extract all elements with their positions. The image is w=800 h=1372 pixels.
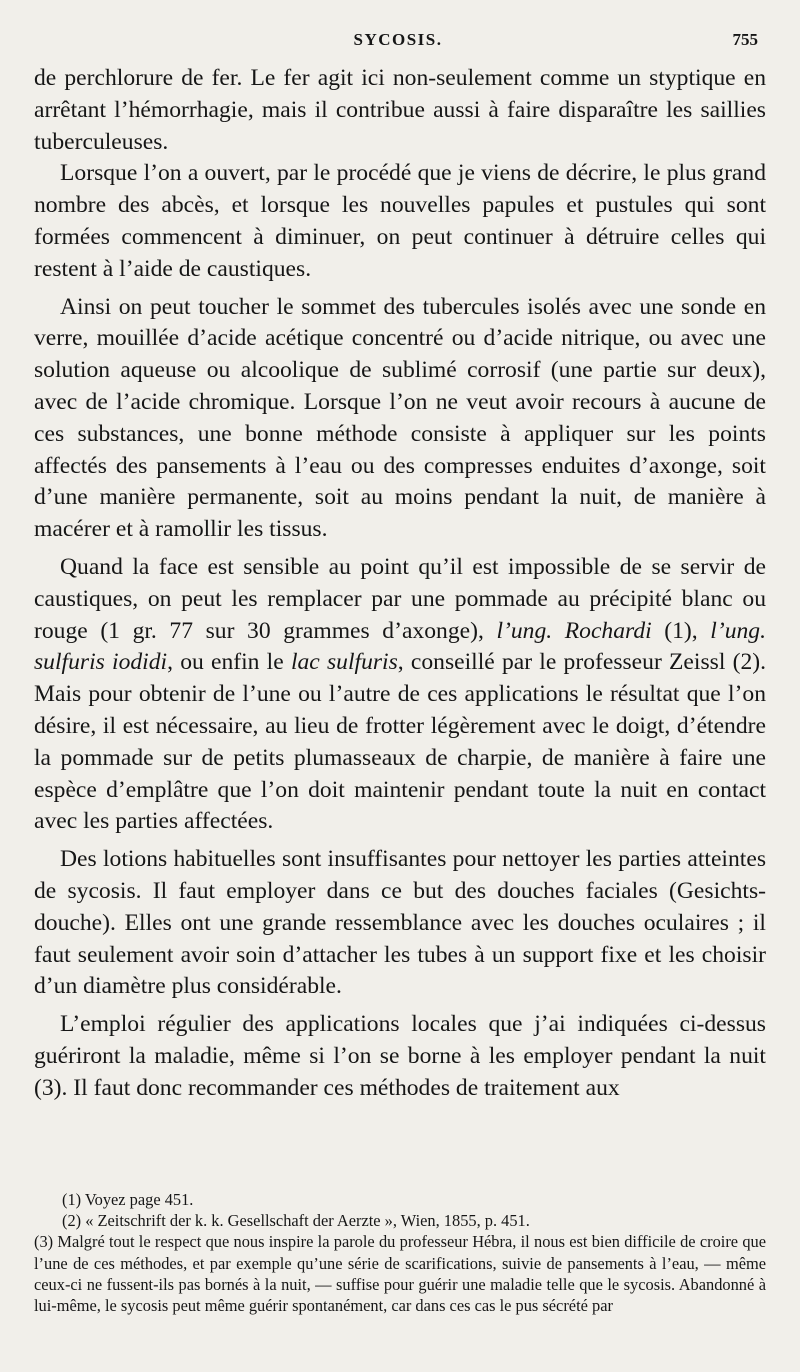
paragraph-4 — [34, 552, 766, 838]
paragraph-4-text-d: , conseillé par le professeur Zeissl (2). Mais pour obtenir de l’une ou l’autre de ces applications le résultat que l’on désire, il est nécessaire, au lieu de frotter légèrement avec le doigt, d’étendre la pommade sur de petits plumasseaux de charpie, de manière à faire une espèce d’emplâtre que l’on doit maintenir pendant toute la nuit en contact avec les parties affectées. — [34, 649, 766, 835]
footnote-1: (1) Voyez page 451. — [62, 1190, 194, 1209]
footnote-3: (3) Malgré tout le respect que nous inspire la parole du professeur Hébra, il nous est bien difficile de croire que l’une de ces méthodes, et par exemple qu’une série de scarifications, suivie de pansements à l’eau, — même ceux-ci ne fussent-ils pas bornés à la nuit, — suffise pour guérir une maladie telle que le sycosis. Abandonné à lui-même, le sycosis peut même guérir spontanément, car dans ces cas le pus sécrété par — [34, 1232, 766, 1316]
page-number: 755 — [732, 30, 758, 49]
ung-sulfuris-iodidi: l’ung. sulfuris iodidi — [34, 617, 766, 676]
paragraph-3: Ainsi on peut toucher le sommet des tubercules isolés avec une sonde en verre, mouillée d’acide acétique concentré ou d’acide nitrique, ou avec une solution aqueuse ou alcoolique de sublimé corrosif (une partie sur deux), avec de l’acide chromique. Lorsque l’on ne veut avoir recours à aucune de ces substances, une bonne méthode consiste à appliquer sur les points affectés des pansements à l’eau ou des compresses enduites d’axonge, soit d’une manière permanente, soit au moins pendant la nuit, de manière à macérer et à ramollir les tissus. — [34, 293, 766, 543]
running-title: SYCOSIS. — [353, 30, 443, 49]
paragraph-4-text-c: , ou enfin le — [167, 649, 291, 676]
paragraph-1: de perchlorure de fer. Le fer agit ici non-seulement comme un styptique en arrêtant l’hémorrhagie, mais il contribue aussi à faire disparaître les saillies tuberculeuses. — [34, 65, 766, 155]
main-text — [34, 63, 766, 1105]
footnote-2: (2) « Zeitschrift der k. k. Gesellschaft der Aerzte », Wien, 1855, p. 451. — [62, 1211, 530, 1231]
paragraph-2: Lorsque l’on a ouvert, par le procédé que je viens de décrire, le plus grand nombre des abcès, et lorsque les nouvelles papules et pustules qui sont formées commencent à diminuer, on peut continuer à détruire celles qui restent à l’aide de caustiques. — [34, 160, 766, 282]
paragraph-4-text-b: (1), — [651, 617, 711, 644]
paragraph-5: Des lotions habituelles sont insuffisantes pour nettoyer les parties atteintes de sycosis. Il faut employer dans ce but des douches faciales (Gesichts-douche). Elles ont une grande ressemblance avec les douches oculaires ; il faut seulement avoir soin d’attacher les tubes à un support fixe et les choisir d’un diamètre plus considérable. — [34, 846, 766, 1000]
paragraph-6: L’emploi régulier des applications locales que j’ai indiquées ci-dessus guériront la maladie, même si l’on se borne à les employer pendant la nuit (3). Il faut donc recommander ces méthodes de traitement aux — [34, 1011, 766, 1101]
paragraph-4-text-a: Quand la face est sensible au point qu’il est impossible de se servir de caustiques, on peut les remplacer par une pommade au précipité blanc ou rouge (1 gr. 77 sur 30 grammes d’axonge), — [34, 553, 766, 644]
ung-rochardi: l’ung. Rochardi — [496, 617, 652, 644]
page-header — [38, 30, 758, 56]
lac-sulfuris: lac sulfuris — [290, 649, 398, 676]
footnotes — [34, 1189, 766, 1316]
